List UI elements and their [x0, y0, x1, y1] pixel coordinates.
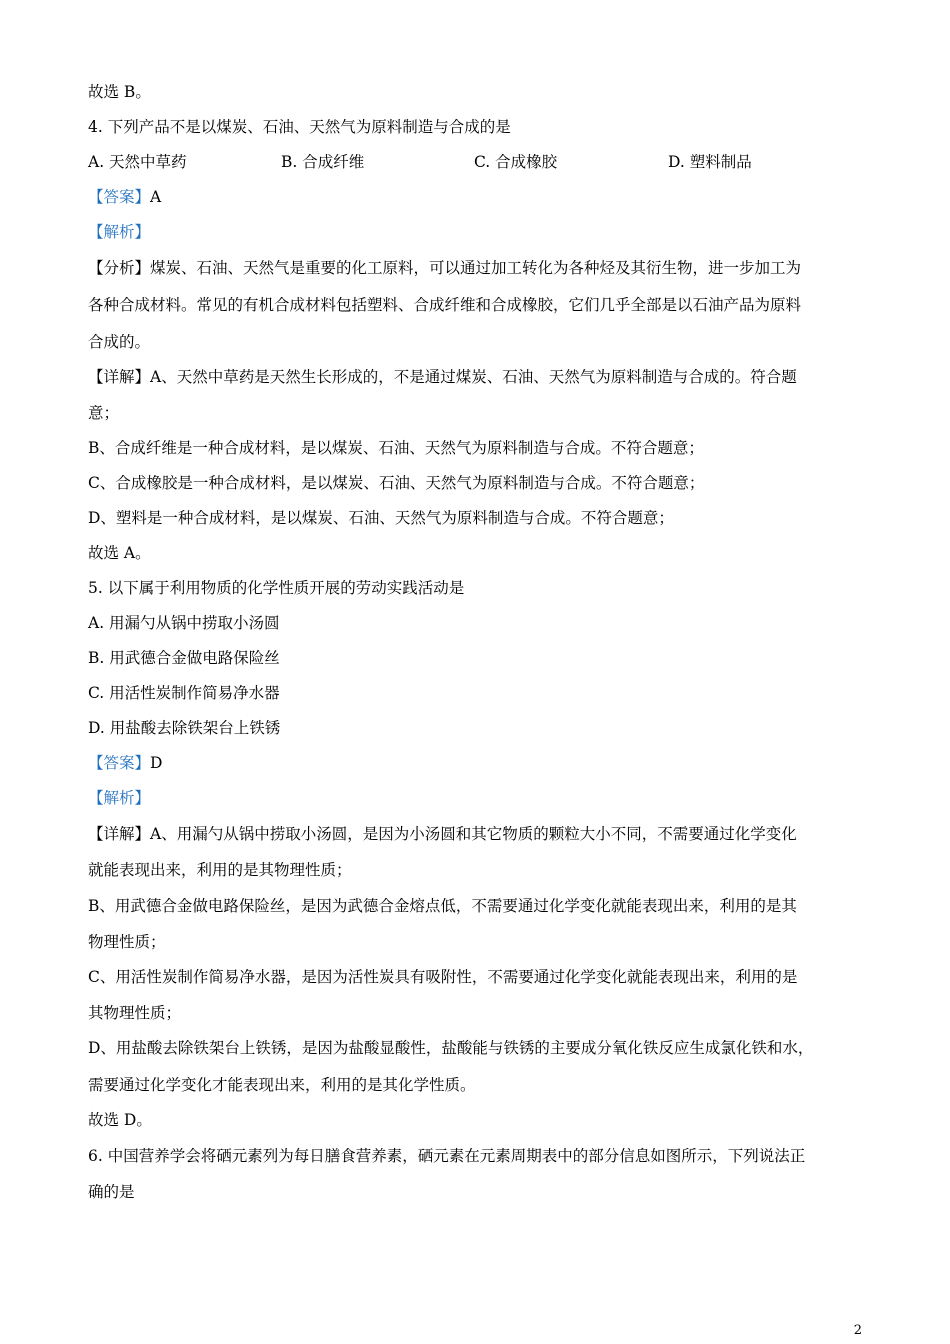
answer-value: A	[150, 188, 162, 206]
q4-option-d: D. 塑料制品	[668, 153, 752, 171]
answer-line	[88, 753, 162, 773]
text-line: 故选 B。	[88, 83, 151, 101]
text-line: 各种合成材料。常见的有机合成材料包括塑料、合成纤维和合成橡胶，它们几乎全部是以石油产品为原料	[88, 296, 802, 314]
text-line: 【详解】A、天然中草药是天然生长形成的，不是通过煤炭、石油、天然气为原料制造与合成的。符合题	[88, 368, 797, 386]
question-4-stem: 4. 下列产品不是以煤炭、石油、天然气为原料制造与合成的是	[88, 118, 511, 136]
q5-option-a: A. 用漏勺从锅中捞取小汤圆	[88, 614, 280, 632]
text-line: 其物理性质；	[88, 1004, 182, 1022]
text-line: D、塑料是一种合成材料，是以煤炭、石油、天然气为原料制造与合成。不符合题意；	[88, 509, 674, 527]
text-line: 意；	[88, 404, 120, 422]
page-number: 2	[853, 1323, 862, 1338]
q5-option-c: C. 用活性炭制作简易净水器	[88, 684, 280, 702]
text-line: 【分析】煤炭、石油、天然气是重要的化工原料，可以通过加工转化为各种烃及其衍生物，进一步加工为	[88, 259, 802, 277]
text-line: B、合成纤维是一种合成材料，是以煤炭、石油、天然气为原料制造与合成。不符合题意；	[88, 439, 704, 457]
text-line: D、用盐酸去除铁架台上铁锈，是因为盐酸显酸性，盐酸能与铁锈的主要成分氧化铁反应生成氯化铁和水，	[88, 1039, 814, 1057]
q4-option-a: A. 天然中草药	[88, 153, 187, 171]
text-line: 物理性质；	[88, 933, 166, 951]
text-line: 确的是	[88, 1183, 135, 1201]
analysis-tag-line	[88, 788, 150, 808]
q5-option-d: D. 用盐酸去除铁架台上铁锈	[88, 719, 281, 737]
answer-line	[88, 187, 161, 207]
analysis-tag: 【解析】	[88, 789, 151, 807]
analysis-tag-line	[88, 222, 150, 242]
text-line: 就能表现出来，利用的是其物理性质；	[88, 861, 352, 879]
text-line: C、合成橡胶是一种合成材料，是以煤炭、石油、天然气为原料制造与合成。不符合题意；	[88, 474, 705, 492]
question-5-stem: 5. 以下属于利用物质的化学性质开展的劳动实践活动是	[88, 579, 465, 597]
q4-option-b: B. 合成纤维	[281, 153, 365, 171]
q5-option-b: B. 用武德合金做电路保险丝	[88, 649, 280, 667]
text-line: 【详解】A、用漏勺从锅中捞取小汤圆，是因为小汤圆和其它物质的颗粒大小不同，不需要通过化学变化	[88, 825, 797, 843]
text-line: 需要通过化学变化才能表现出来，利用的是其化学性质。	[88, 1076, 476, 1094]
answer-value: D	[150, 754, 163, 772]
text-line: C、用活性炭制作简易净水器，是因为活性炭具有吸附性，不需要通过化学变化就能表现出来，利用的是	[88, 968, 798, 986]
text-line: 合成的。	[88, 333, 151, 351]
text-line: 故选 A。	[88, 544, 151, 562]
text-line: B、用武德合金做电路保险丝，是因为武德合金熔点低，不需要通过化学变化就能表现出来，利用的是其	[88, 897, 797, 915]
answer-tag: 【答案】	[88, 188, 151, 206]
analysis-tag: 【解析】	[88, 223, 151, 241]
answer-tag: 【答案】	[88, 754, 151, 772]
text-line: 故选 D。	[88, 1111, 152, 1129]
q4-option-c: C. 合成橡胶	[474, 153, 558, 171]
question-6-stem: 6. 中国营养学会将硒元素列为每日膳食营养素，硒元素在元素周期表中的部分信息如图所示，下列说法正	[88, 1147, 806, 1165]
